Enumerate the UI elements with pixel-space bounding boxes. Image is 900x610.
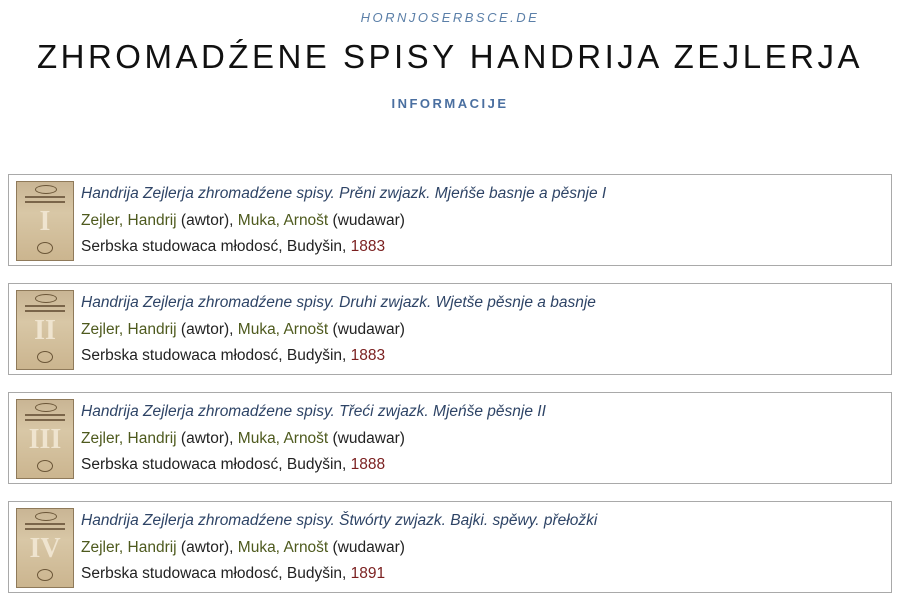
book-card[interactable] [8,392,892,484]
publication-year: 1883 [350,238,386,255]
publication-year: 1883 [350,347,386,364]
editor-role: (wudawar) [328,539,405,556]
page-title: ZHROMADŹENE SPISY HANDRIJA ZEJLERJA [36,38,864,75]
cover-text-line [25,414,65,416]
cover-volume-numeral: III [28,424,62,455]
editor-link[interactable]: Muka, Arnošt [237,212,329,229]
book-title-link[interactable]: Handrija Zejlerja zhromadźene spisy. Druhi zwjazk. Wjetše pěsnje a basnje [81,294,596,311]
author-link[interactable]: Zejler, Handrij [81,539,177,556]
editor-role: (wudawar) [328,212,405,229]
author-link[interactable]: Zejler, Handrij [81,212,177,229]
book-publisher [81,456,385,474]
cover-volume-numeral: I [39,206,51,237]
cover-text-line [25,310,65,312]
editor-link[interactable]: Muka, Arnošt [237,321,329,338]
book-title-link[interactable]: Handrija Zejlerja zhromadźene spisy. Štwórty zwjazk. Bajki. spěwy. přełožki [81,512,598,529]
author-link[interactable]: Zejler, Handrij [81,430,177,447]
cover-emblem [35,403,57,412]
author-role: (awtor), [176,321,238,338]
book-card[interactable] [8,501,892,593]
publisher-text: Serbska studowaca młodosć, Budyšin, [81,565,351,582]
book-publisher [81,565,385,583]
cover-ornament [37,351,53,363]
book-card[interactable] [8,174,892,266]
cover-ornament [37,460,53,472]
publisher-text: Serbska studowaca młodosć, Budyšin, [81,347,351,364]
author-role: (awtor), [176,539,238,556]
editor-link[interactable]: Muka, Arnošt [237,430,329,447]
book-publisher [81,238,385,256]
author-role: (awtor), [176,430,238,447]
cover-emblem [35,294,57,303]
book-title-link[interactable]: Handrija Zejlerja zhromadźene spisy. Třeći zwjazk. Mjeńše pěsnje II [81,403,546,420]
book-cover-image[interactable] [16,399,74,479]
editor-role: (wudawar) [328,321,405,338]
cover-ornament [37,242,53,254]
cover-text-line [25,419,65,421]
cover-text-line [25,523,65,525]
book-list [8,174,892,610]
book-cover-image[interactable] [16,181,74,261]
cover-text-line [25,528,65,530]
author-role: (awtor), [176,212,238,229]
publication-year: 1891 [350,565,386,582]
book-authors [81,430,405,448]
editor-role: (wudawar) [328,430,405,447]
editor-link[interactable]: Muka, Arnošt [237,539,329,556]
cover-text-line [25,201,65,203]
book-authors [81,539,405,557]
publisher-text: Serbska studowaca młodosć, Budyšin, [81,456,351,473]
book-cover-image[interactable] [16,508,74,588]
cover-emblem [35,185,57,194]
book-authors [81,321,405,339]
cover-text-line [25,305,65,307]
cover-text-line [25,196,65,198]
publication-year: 1888 [350,456,386,473]
book-card[interactable] [8,283,892,375]
info-link[interactable]: INFORMACIJE [391,96,509,111]
book-publisher [81,347,385,365]
cover-volume-numeral: IV [29,533,61,564]
book-title-link[interactable]: Handrija Zejlerja zhromadźene spisy. Prěni zwjazk. Mjeńše basnje a pěsnje I [81,185,607,202]
cover-emblem [35,512,57,521]
site-link[interactable]: HORNJOSERBSCE.DE [360,10,540,25]
book-authors [81,212,405,230]
cover-ornament [37,569,53,581]
author-link[interactable]: Zejler, Handrij [81,321,177,338]
book-cover-image[interactable] [16,290,74,370]
publisher-text: Serbska studowaca młodosć, Budyšin, [81,238,351,255]
cover-volume-numeral: II [34,315,56,346]
